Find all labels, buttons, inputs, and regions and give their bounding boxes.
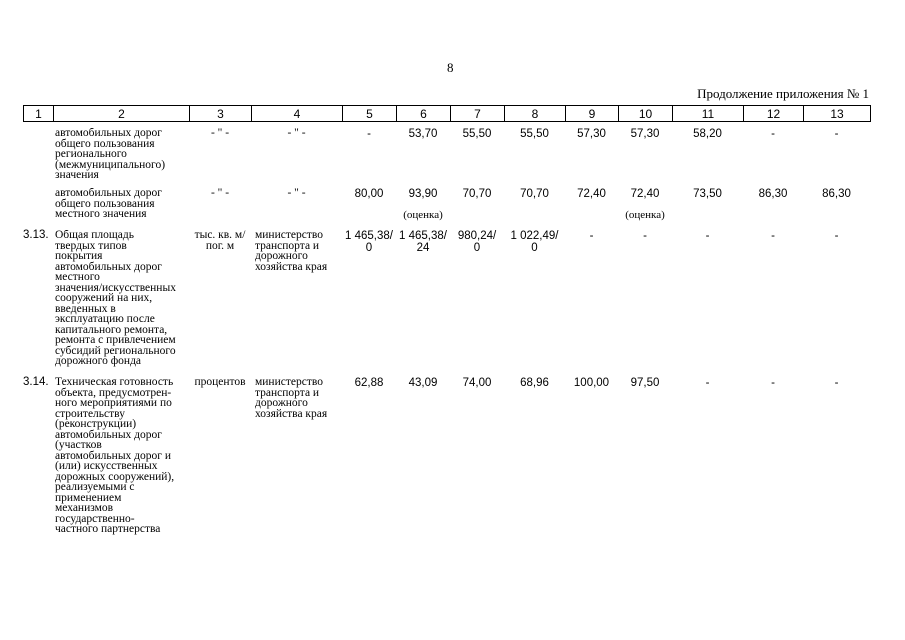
text-line: реализуемыми с xyxy=(55,481,135,493)
text-line: пог. м xyxy=(205,239,235,252)
row-unit: процентов xyxy=(194,376,246,388)
text-line: общего пользования xyxy=(55,137,155,150)
row-number: 3.14. xyxy=(23,376,49,388)
text-line: (реконструкции) xyxy=(55,418,137,430)
row-value xyxy=(342,230,396,254)
col-header: 1 xyxy=(24,106,54,122)
row-name xyxy=(55,188,191,220)
text-line: дорожного xyxy=(255,397,308,409)
row-value: 43,09 xyxy=(408,377,438,389)
row-agency xyxy=(255,377,346,419)
row-value xyxy=(396,230,450,254)
text-line: объекта, предусмотрен- xyxy=(55,386,172,399)
row-value: 57,30 xyxy=(630,128,660,140)
col-header: 4 xyxy=(252,106,343,122)
row-value: - xyxy=(771,128,775,140)
text-line: министерство xyxy=(255,229,323,241)
row-value: 57,30 xyxy=(577,128,606,140)
col-header: 8 xyxy=(505,106,566,122)
continuation-label: Продолжение приложения № 1 xyxy=(697,86,869,101)
text-line: ного мероприятиями по xyxy=(55,397,172,409)
row-value: 58,20 xyxy=(693,128,722,140)
text-line: Общая площадь xyxy=(55,230,134,241)
text-line: механизмов xyxy=(55,502,114,514)
row-value: 72,40 xyxy=(630,188,660,200)
row-unit: - " - xyxy=(210,127,230,139)
col-header: 3 xyxy=(190,106,252,122)
row-value: 72,40 xyxy=(577,188,606,200)
row-value: - xyxy=(771,377,775,389)
row-agency xyxy=(255,230,346,272)
row-value xyxy=(504,230,565,254)
text-line: 1 022,49/ xyxy=(510,230,559,242)
row-agency: - " - xyxy=(287,127,306,139)
text-line: 0 xyxy=(473,242,481,254)
text-line: капитального ремонта, xyxy=(55,323,168,336)
row-value: 62,88 xyxy=(354,377,384,389)
text-line: транспорта и xyxy=(255,239,320,252)
row-value: 86,30 xyxy=(822,188,851,200)
col-header: 9 xyxy=(566,106,619,122)
estimate-note: (оценка) xyxy=(625,209,665,221)
text-line: государственно- xyxy=(55,512,135,525)
text-line: частного партнерства xyxy=(55,523,161,535)
col-header: 2 xyxy=(54,106,190,122)
col-header: 10 xyxy=(619,106,673,122)
col-header: 13 xyxy=(804,106,871,122)
row-name xyxy=(55,230,191,367)
text-line: (межмуниципального) xyxy=(55,158,166,171)
text-line: дорожного xyxy=(255,250,308,262)
page-number: 8 xyxy=(447,60,454,75)
table-header xyxy=(23,105,871,122)
col-header: 12 xyxy=(744,106,804,122)
text-line: общего пользования xyxy=(55,197,155,210)
text-line: сооружений на них, xyxy=(55,292,153,304)
row-value: 97,50 xyxy=(630,377,660,389)
row-value: 100,00 xyxy=(573,377,610,389)
row-value: - xyxy=(834,128,839,140)
text-line: тыс. кв. м/ xyxy=(194,229,246,241)
text-line: Техническая готовность xyxy=(55,377,174,388)
text-line: дорожного фонда xyxy=(55,355,142,367)
text-line: хозяйства края xyxy=(255,407,328,420)
row-value: - xyxy=(643,230,647,242)
text-line: покрытия xyxy=(55,250,103,262)
text-line: значения xyxy=(55,169,99,181)
text-line: введенных в xyxy=(55,302,116,315)
col-header: 7 xyxy=(451,106,505,122)
row-unit: - " - xyxy=(210,187,230,199)
row-value: 70,70 xyxy=(462,188,492,200)
col-header: 6 xyxy=(397,106,451,122)
row-value: - xyxy=(771,230,775,242)
text-line: транспорта и xyxy=(255,386,320,399)
row-value: 55,50 xyxy=(462,128,492,140)
row-value: - xyxy=(367,128,371,140)
text-line: ремонта с привлечением xyxy=(55,334,176,346)
text-line: местного xyxy=(55,271,100,283)
row-value: 73,50 xyxy=(693,188,722,200)
text-line: местного значения xyxy=(55,208,147,220)
row-value: 53,70 xyxy=(408,128,438,140)
text-line: (или) искусственных xyxy=(55,460,158,472)
row-agency: - " - xyxy=(287,187,306,199)
row-value: - xyxy=(589,230,594,242)
text-line: автомобильных дорог xyxy=(55,260,162,273)
col-header: 11 xyxy=(673,106,744,122)
text-line: автомобильных дорог и xyxy=(55,449,172,462)
text-line: хозяйства края xyxy=(255,260,328,273)
text-line: дорожных сооружений), xyxy=(55,470,175,483)
text-line: 0 xyxy=(365,242,373,254)
text-line: субсидий регионального xyxy=(55,344,176,357)
row-value: 80,00 xyxy=(354,188,384,200)
text-line: 1 465,38/ xyxy=(345,230,393,242)
text-line: строительству xyxy=(55,407,125,420)
text-line: (участков xyxy=(55,439,102,451)
text-line: 980,24/ xyxy=(457,230,497,242)
row-name xyxy=(55,128,191,181)
row-value: 68,96 xyxy=(520,377,549,389)
row-unit xyxy=(187,230,253,251)
estimate-note: (оценка) xyxy=(403,209,443,221)
text-line: применением xyxy=(55,491,122,504)
row-value: - xyxy=(705,230,710,242)
text-line: 1 465,38/ xyxy=(399,230,447,242)
row-value: 86,30 xyxy=(758,188,788,200)
text-line: значения/искусственных xyxy=(55,281,176,294)
row-value: - xyxy=(834,230,839,242)
row-value: 93,90 xyxy=(408,188,438,200)
row-name xyxy=(55,377,191,535)
row-value: 70,70 xyxy=(520,188,549,200)
text-line: регионального xyxy=(55,148,127,160)
text-line: 0 xyxy=(531,242,538,254)
row-value: 74,00 xyxy=(462,377,492,389)
text-line: автомобильных дорог xyxy=(55,188,162,199)
row-value xyxy=(450,230,504,254)
row-value: 55,50 xyxy=(520,128,549,140)
row-value: - xyxy=(705,377,710,389)
text-line: автомобильных дорог xyxy=(55,128,162,139)
row-number: 3.13. xyxy=(23,229,49,241)
text-line: автомобильных дорог xyxy=(55,428,162,441)
text-line: эксплуатацию после xyxy=(55,313,155,325)
text-line: 24 xyxy=(416,242,430,254)
text-line: твердых типов xyxy=(55,239,127,252)
col-header: 5 xyxy=(343,106,397,122)
text-line: министерство xyxy=(255,376,323,388)
row-value: - xyxy=(834,377,839,389)
